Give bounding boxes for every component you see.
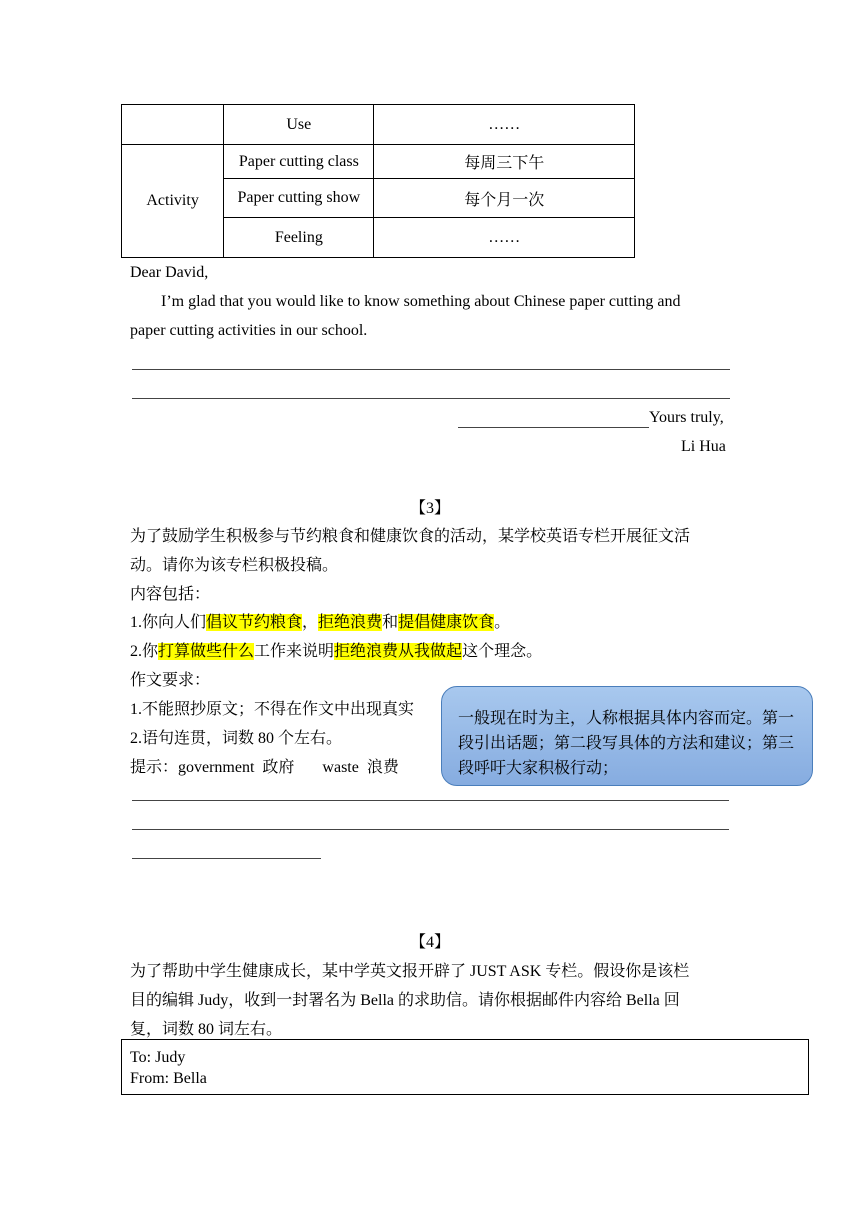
email-header-box <box>121 1039 809 1095</box>
section-heading: 【3】 <box>409 500 450 517</box>
table-cell-empty <box>122 105 224 145</box>
email-from: From: Bella <box>130 1070 207 1087</box>
letter-signature: Li Hua <box>681 438 726 455</box>
table-cell: Paper cutting class <box>224 145 374 179</box>
letter-body-line: paper cutting activities in our school. <box>130 322 368 339</box>
item-text: 。 <box>494 614 511 631</box>
prompt-line: 目的编辑 Judy，收到一封署名为 Bella 的求助信。请你根据邮件内容给 Bella 回 <box>130 992 680 1009</box>
table-cell: …… <box>374 218 635 258</box>
prompt-line: 动。请你为该专栏积极投稿。 <box>130 557 339 574</box>
item-text: 2.你 <box>130 643 159 660</box>
item-text: 这个理念。 <box>462 643 543 660</box>
requirement-item: 2.语句连贯，词数 80 个左右。 <box>130 730 343 747</box>
highlight: 打算做些什么 <box>158 643 255 660</box>
email-to: To: Judy <box>130 1049 186 1066</box>
highlight: 拒绝浪费 <box>318 614 383 631</box>
answer-line <box>132 858 321 859</box>
table-cell: Paper cutting show <box>224 179 374 218</box>
table-cell: 每个月一次 <box>374 179 635 218</box>
table-cell-activity: Activity <box>122 145 224 258</box>
letter-closing: Yours truly, <box>649 409 724 426</box>
table-cell: 每周三下午 <box>374 145 635 179</box>
item-text: 1.你向人们 <box>130 614 207 631</box>
item-text: ， <box>302 614 319 631</box>
letter-body-line: I’m glad that you would like to know something about Chinese paper cutting and <box>161 293 681 310</box>
section-heading: 【4】 <box>409 934 450 951</box>
answer-line <box>132 369 730 370</box>
content-item-2 <box>130 638 542 661</box>
hint-line: 提示：government 政府 waste 浪费 <box>130 759 399 776</box>
item-text: 工作来说明 <box>254 643 335 660</box>
highlight: 倡议节约粮食 <box>206 614 303 631</box>
requirement-item: 1.不能照抄原文；不得在作文中出现真实 <box>130 701 415 718</box>
answer-line <box>132 398 730 399</box>
answer-line <box>458 427 649 428</box>
item-text: 和 <box>382 614 399 631</box>
requirement-label: 作文要求： <box>130 672 211 689</box>
content-label: 内容包括： <box>130 586 211 603</box>
paper-cutting-table <box>121 104 635 258</box>
annotation-callout: 一般现在时为主，人称根据具体内容而定。第一段引出话题；第二段写具体的方法和建议；第三段呼吁大家积极行动； <box>441 686 813 786</box>
prompt-line: 复，词数 80 词左右。 <box>130 1021 283 1038</box>
highlight: 拒绝浪费从我做起 <box>334 643 463 660</box>
prompt-line: 为了鼓励学生积极参与节约粮食和健康饮食的活动，某学校英语专栏开展征文活 <box>130 528 691 545</box>
letter-greeting: Dear David, <box>130 264 209 281</box>
content-item-1 <box>130 609 510 632</box>
highlight: 提倡健康饮食 <box>398 614 495 631</box>
table-cell: Feeling <box>224 218 374 258</box>
table-row <box>122 105 635 145</box>
table-cell: Use <box>224 105 374 145</box>
table-row <box>122 145 635 179</box>
answer-line <box>132 800 729 801</box>
prompt-line: 为了帮助中学生健康成长，某中学英文报开辟了 JUST ASK 专栏。假设你是该栏 <box>130 963 690 980</box>
answer-line <box>132 829 729 830</box>
table-cell: …… <box>374 105 635 145</box>
